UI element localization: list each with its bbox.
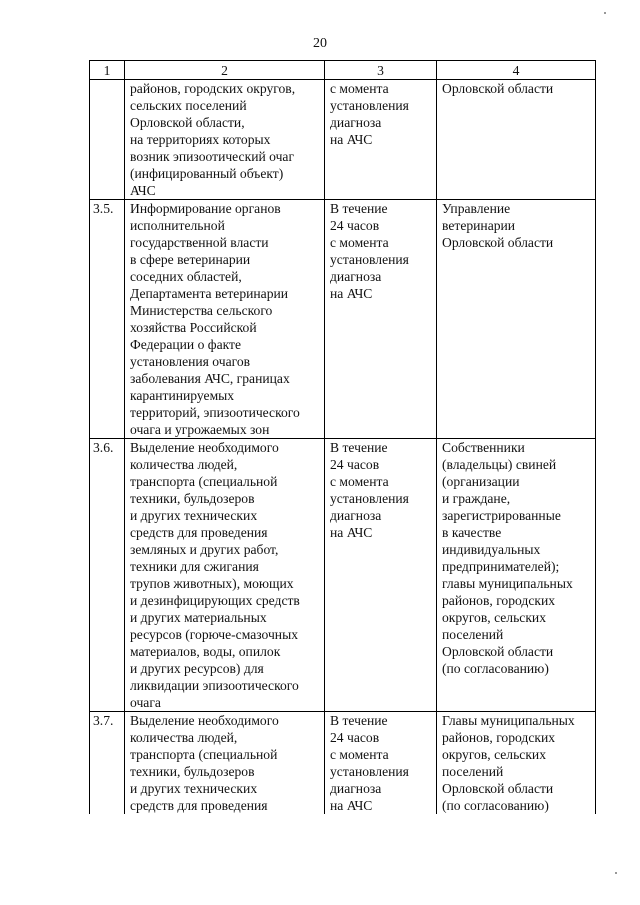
term-cell: В течение 24 часов с момента установления диагноза на АЧС <box>325 439 437 712</box>
row-number: 3.5. <box>90 200 125 439</box>
action-cell: Выделение необходимого количества людей, транспорта (специальной техники, бульдозеров и других технических средств для проведения земляных и других работ, техники для сжигания трупов животных), моющих и дезинфицирующих средств и других материальных ресурсов (горюче-смазочных материалов, воды, опилок и других ресурсов) для ликвидации эпизоотического очага <box>125 439 325 712</box>
table-row <box>90 712 596 815</box>
column-header: 1 <box>90 61 125 80</box>
table-row <box>90 439 596 712</box>
measures-table <box>89 60 596 814</box>
column-header: 2 <box>125 61 325 80</box>
term-cell: В течение 24 часов с момента установления диагноза на АЧС <box>325 712 437 815</box>
action-cell: районов, городских округов, сельских поселений Орловской области, на территориях которых возник эпизоотический очаг (инфицированный объект) АЧС <box>125 80 325 200</box>
row-number: 3.6. <box>90 439 125 712</box>
responsible-cell: Главы муниципальных районов, городских округов, сельских поселений Орловской области (по согласованию) <box>437 712 596 815</box>
page-number: 20 <box>313 36 327 51</box>
table-row <box>90 200 596 439</box>
row-number: 3.7. <box>90 712 125 815</box>
action-cell: Выделение необходимого количества людей, транспорта (специальной техники, бульдозеров и других технических средств для проведения <box>125 712 325 815</box>
header-row <box>90 61 596 80</box>
responsible-cell: Орловской области <box>437 80 596 200</box>
action-cell: Информирование органов исполнительной государственной власти в сфере ветеринарии соседних областей, Департамента ветеринарии Министерства сельского хозяйства Российской Федерации о факте установления очагов заболевания АЧС, границах карантинируемых территорий, эпизоотического очага и угрожаемых зон <box>125 200 325 439</box>
term-cell: с момента установления диагноза на АЧС <box>325 80 437 200</box>
scan-speck <box>604 12 606 14</box>
row-number <box>90 80 125 200</box>
column-header: 4 <box>437 61 596 80</box>
term-cell: В течение 24 часов с момента установления диагноза на АЧС <box>325 200 437 439</box>
responsible-cell: Управление ветеринарии Орловской области <box>437 200 596 439</box>
table-row <box>90 80 596 200</box>
column-header: 3 <box>325 61 437 80</box>
responsible-cell: Собственники (владельцы) свиней (организации и граждане, зарегистрированные в качестве индивидуальных предпринимателей); главы муниципальных районов, городских округов, сельских поселений Орловской области (по согласованию) <box>437 439 596 712</box>
scan-speck <box>615 872 617 874</box>
